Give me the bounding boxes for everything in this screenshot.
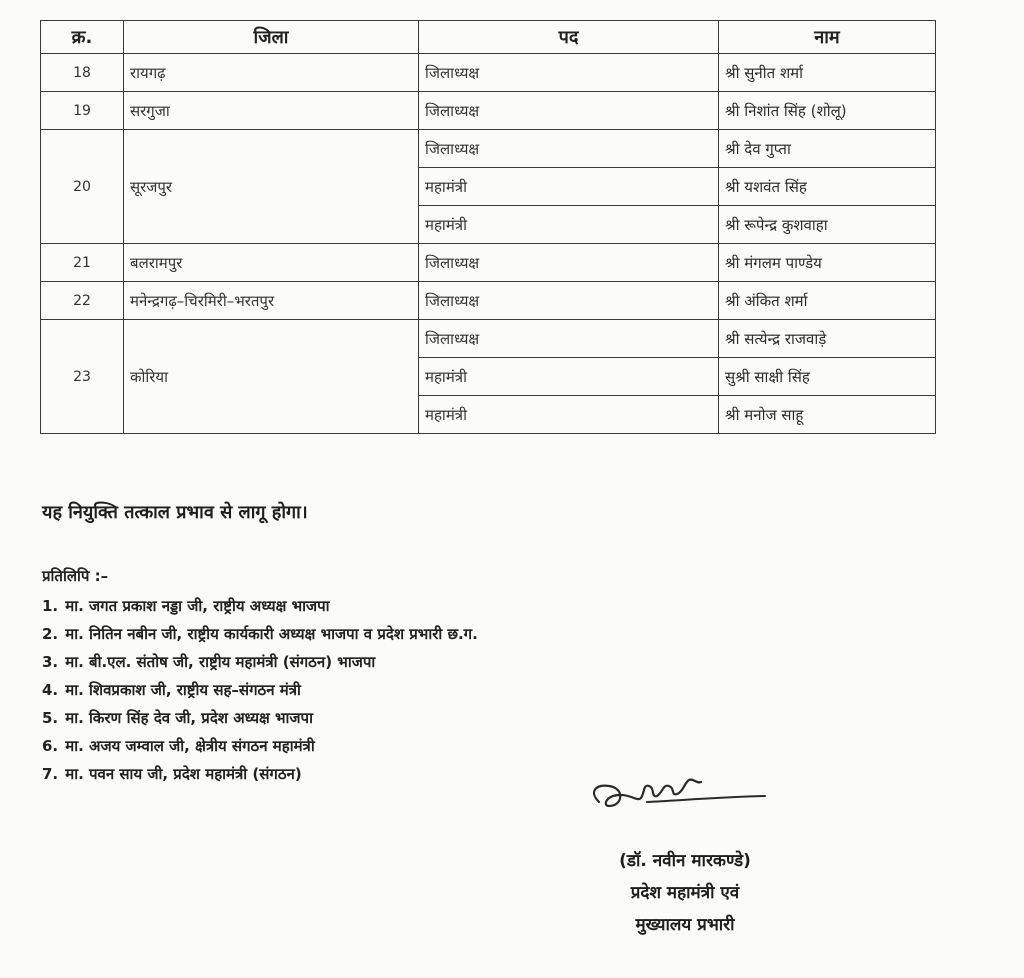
- list-item-number: 7.: [42, 765, 59, 783]
- copy-to-heading: प्रतिलिपि :–: [42, 567, 109, 585]
- list-item-number: 4.: [42, 681, 59, 699]
- list-item-text: मा. जगत प्रकाश नड्डा जी, राष्ट्रीय अध्यक्ष भाजपा: [65, 597, 330, 615]
- serial-cell: 23: [41, 320, 124, 434]
- name-cell: श्री मनोज साहू: [719, 396, 936, 434]
- list-item: [42, 704, 478, 732]
- name-cell: श्री रूपेन्द्र कुशवाहा: [719, 206, 936, 244]
- name-cell: श्री सत्येन्द्र राजवाड़े: [719, 320, 936, 358]
- list-item: [42, 732, 478, 760]
- list-item: [42, 620, 478, 648]
- table-row: [41, 244, 936, 282]
- serial-cell: 21: [41, 244, 124, 282]
- header-post: पद: [419, 21, 719, 54]
- post-cell: महामंत्री: [419, 168, 719, 206]
- serial-cell: 18: [41, 54, 124, 92]
- signatory-role: मुख्यालय प्रभारी: [635, 915, 735, 935]
- signatory-designation: प्रदेश महामंत्री एवं: [630, 883, 740, 903]
- post-cell: महामंत्री: [419, 358, 719, 396]
- serial-cell: 22: [41, 282, 124, 320]
- list-item-text: मा. किरण सिंह देव जी, प्रदेश अध्यक्ष भाजपा: [65, 709, 313, 727]
- list-item: [42, 592, 478, 620]
- header-serial: क्र.: [41, 21, 124, 54]
- list-item-text: मा. पवन साय जी, प्रदेश महामंत्री (संगठन): [65, 765, 302, 783]
- list-item-number: 6.: [42, 737, 59, 755]
- table-header-row: [41, 21, 936, 54]
- name-cell: श्री सुनीत शर्मा: [719, 54, 936, 92]
- copy-to-list: [42, 592, 478, 788]
- district-cell: मनेन्द्रगढ़–चिरमिरी–भरतपुर: [124, 282, 419, 320]
- table-row: [41, 92, 936, 130]
- name-cell: श्री यशवंत सिंह: [719, 168, 936, 206]
- district-cell: कोरिया: [124, 320, 419, 434]
- list-item-number: 1.: [42, 597, 59, 615]
- list-item-number: 5.: [42, 709, 59, 727]
- post-cell: महामंत्री: [419, 206, 719, 244]
- list-item-text: मा. अजय जम्वाल जी, क्षेत्रीय संगठन महामंत्री: [65, 737, 315, 755]
- signatory-block: [560, 845, 810, 941]
- post-cell: जिलाध्यक्ष: [419, 130, 719, 168]
- post-cell: जिलाध्यक्ष: [419, 244, 719, 282]
- table-row: [41, 130, 936, 168]
- list-item: [42, 676, 478, 704]
- post-cell: महामंत्री: [419, 396, 719, 434]
- post-cell: जिलाध्यक्ष: [419, 282, 719, 320]
- name-cell: श्री मंगलम पाण्डेय: [719, 244, 936, 282]
- district-cell: बलरामपुर: [124, 244, 419, 282]
- list-item: [42, 760, 478, 788]
- signatory-name: (डॉ. नवीन मारकण्डे): [619, 851, 751, 871]
- name-cell: श्री देव गुप्ता: [719, 130, 936, 168]
- name-cell: श्री अंकित शर्मा: [719, 282, 936, 320]
- district-cell: सरगुजा: [124, 92, 419, 130]
- appointments-table: [40, 20, 936, 434]
- post-cell: जिलाध्यक्ष: [419, 54, 719, 92]
- serial-cell: 19: [41, 92, 124, 130]
- post-cell: जिलाध्यक्ष: [419, 320, 719, 358]
- list-item-text: मा. शिवप्रकाश जी, राष्ट्रीय सह–संगठन मंत्री: [65, 681, 301, 699]
- serial-cell: 20: [41, 130, 124, 244]
- table-row: [41, 54, 936, 92]
- post-cell: जिलाध्यक्ष: [419, 92, 719, 130]
- header-name: नाम: [719, 21, 936, 54]
- name-cell: सुश्री साक्षी सिंह: [719, 358, 936, 396]
- list-item-text: मा. बी.एल. संतोष जी, राष्ट्रीय महामंत्री (संगठन) भाजपा: [65, 653, 376, 671]
- header-district: जिला: [124, 21, 419, 54]
- list-item-text: मा. नितिन नबीन जी, राष्ट्रीय कार्यकारी अध्यक्ष भाजपा व प्रदेश प्रभारी छ.ग.: [65, 625, 478, 643]
- list-item: [42, 648, 478, 676]
- table-row: [41, 320, 936, 358]
- list-item-number: 3.: [42, 653, 59, 671]
- effect-note: यह नियुक्ति तत्काल प्रभाव से लागू होगा।: [42, 502, 308, 523]
- district-cell: रायगढ़: [124, 54, 419, 92]
- district-cell: सूरजपुर: [124, 130, 419, 244]
- handwritten-signature: [585, 762, 775, 822]
- list-item-number: 2.: [42, 625, 59, 643]
- table-row: [41, 282, 936, 320]
- name-cell: श्री निशांत सिंह (शोलू): [719, 92, 936, 130]
